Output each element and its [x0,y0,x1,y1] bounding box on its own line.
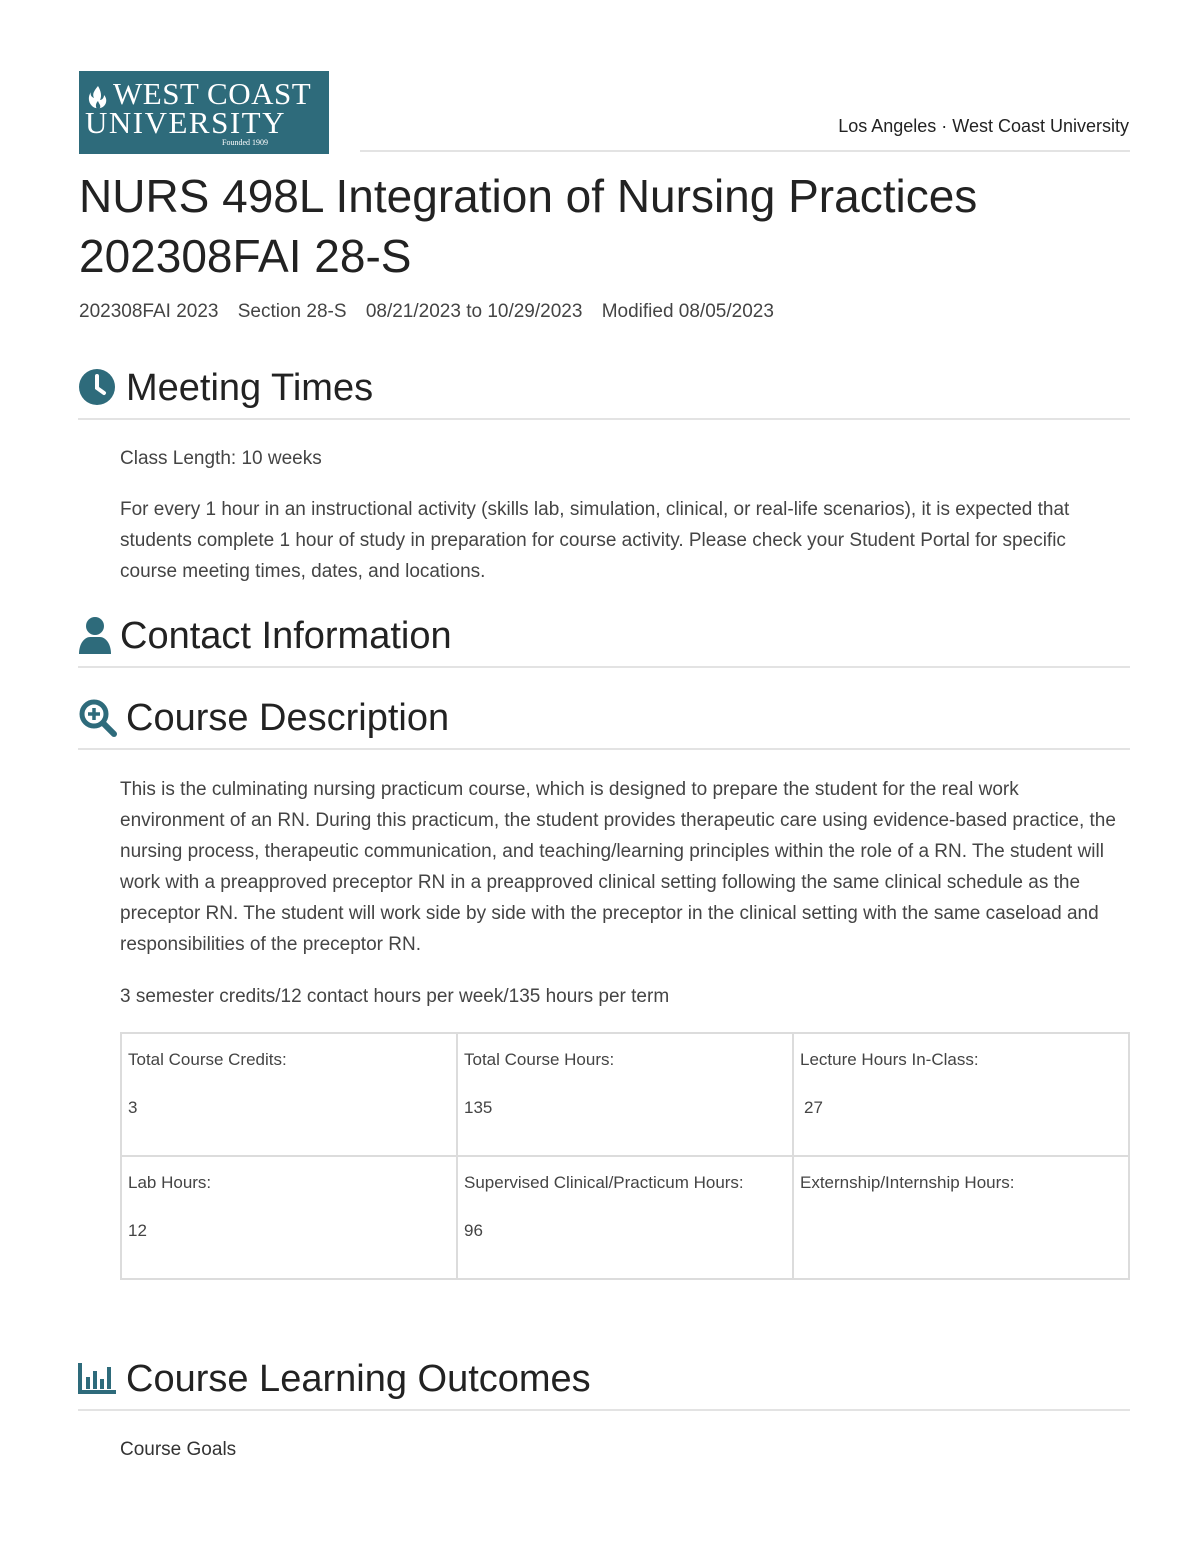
table-cell [121,1156,457,1279]
cell-label: Lab Hours: [128,1173,212,1192]
table-row [121,1156,1129,1279]
section-heading: Meeting Times [126,367,374,409]
section-contact-information [78,612,1130,668]
logo-line-1: WEST COAST [113,76,312,111]
meta-section: Section 28-S [237,301,347,322]
course-title: NURS 498L Integration of Nursing Practices 202308FAI 28-S [79,170,978,282]
user-icon [78,616,112,654]
table-cell [457,1156,793,1279]
table-cell [457,1033,793,1156]
course-goals-heading: Course Goals [120,1439,237,1460]
campus-label: Los Angeles · West Coast University [838,116,1129,136]
credits-line: 3 semester credits/12 contact hours per week/135 hours per term [120,986,670,1007]
cell-value: 135 [464,1098,493,1117]
logo-founded: Founded 1909 [222,138,268,147]
cell-label: Lecture Hours In-Class: [800,1050,979,1069]
table-cell [793,1156,1129,1279]
table-cell [793,1033,1129,1156]
table-cell [121,1033,457,1156]
bar-chart-icon [78,1361,118,1395]
meta-term: 202308FAI 2023 [79,301,219,322]
section-heading: Course Description [126,697,450,739]
course-description-body: This is the culminating nursing practicum course, which is designed to prepare the student for the real work environment of an RN. During this practicum, the student provides therapeutic care using evidence-based practice, the nursing process, therapeutic communication, and teaching/learning principles within the role of a RN. The student will work with a preapproved preceptor RN in a preapproved clinical setting following the same clinical schedule as the preceptor RN. The student will work side by side with the preceptor in the clinical setting with the same caseload and responsibilities of the preceptor RN. [120,779,1116,955]
cell-label: Externship/Internship Hours: [800,1173,1015,1192]
cell-value: 96 [464,1221,483,1240]
section-course-learning-outcomes [78,1355,1130,1411]
section-heading: Contact Information [120,615,452,657]
section-heading: Course Learning Outcomes [126,1358,591,1400]
logo-line-2: UNIVERSITY [85,105,286,140]
cell-value: 3 [128,1098,138,1117]
header-divider [360,150,1130,152]
course-meta [79,301,788,323]
cell-value: 27 [804,1098,823,1117]
cell-label: Total Course Credits: [128,1050,287,1069]
meta-modified: Modified 08/05/2023 [601,301,774,322]
meeting-times-body: For every 1 hour in an instructional activity (skills lab, simulation, clinical, or real-life scenarios), it is expected that students complete 1 hour of study in preparation for course activity. Please check your Student Portal for specific course meeting times, dates, and locations. [120,499,1070,582]
search-plus-icon [78,698,118,738]
class-length: Class Length: 10 weeks [120,448,322,469]
university-logo [79,71,329,154]
section-course-description [78,694,1130,750]
meta-dates: 08/21/2023 to 10/29/2023 [365,301,583,322]
cell-label: Supervised Clinical/Practicum Hours: [464,1173,744,1192]
course-hours-table [120,1032,1130,1280]
cell-label: Total Course Hours: [464,1050,615,1069]
section-meeting-times [78,364,1130,420]
clock-icon [78,368,116,406]
cell-value: 12 [128,1221,147,1240]
table-row [121,1033,1129,1156]
